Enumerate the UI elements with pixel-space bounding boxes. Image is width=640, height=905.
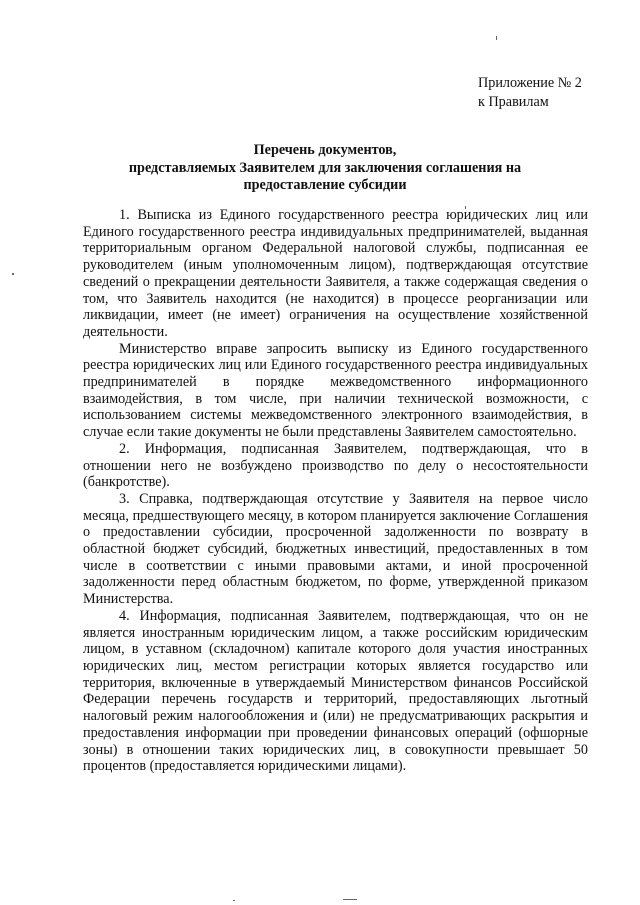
- appendix-number: Приложение № 2: [478, 75, 582, 91]
- paragraph-3-debt-certificate: 3. Справка, подтверждающая отсутствие у Заявителя на первое число месяца, предшествующего месяцу, в котором планируется заключение Соглашения о предоставлении субсидии, просроченной задолженности по возврату в областной бюджет субсидий, бюджетных инвестиций, предоставленных в том числе в соответствии с иными правовыми актами, и иной просроченной задолженности перед областным бюджетом, по форме, утвержденной приказом Министерства.: [83, 490, 588, 608]
- scan-speck: [496, 36, 497, 40]
- paragraph-2-bankruptcy: 2. Информация, подписанная Заявителем, подтверждающая, что в отношении него не возбуждено производство по делу о несостоятельности (банкротстве).: [83, 440, 588, 491]
- scan-speck: [12, 273, 14, 275]
- scan-speck: [343, 899, 357, 900]
- title-line-3: предоставление субсидии: [243, 177, 407, 193]
- appendix-reference: [478, 74, 582, 112]
- appendix-rules: к Правилам: [478, 94, 549, 110]
- paragraph-ministry-request: Министерство вправе запросить выписку из Единого государственного реестра юридических лиц или Единого государственного реестра индивидуальных предпринимателей в порядке межведомственного информационного взаимодействия, в том числе, при наличии технической возможности, с использованием системы межведомственного электронного взаимодействия, в случае если такие документы не были представлены Заявителем самостоятельно.: [83, 340, 588, 441]
- title-line-1: Перечень документов,: [253, 142, 397, 158]
- document-body: [83, 207, 588, 775]
- scan-speck: [233, 900, 235, 901]
- paragraph-1-extract: 1. Выписка из Единого государственного реестра юридических лиц или Единого государственного реестра индивидуальных предпринимателей, выданная территориальным органом Федеральной налоговой службы, подписанная ее руководителем (иным уполномоченным лицом), подтверждающая отсутствие сведений о прекращении деятельности Заявителя, а также содержащая сведения о том, что Заявитель находится (не находится) в процессе реорганизации или ликвидации, имеет (не имеет) ограничения на осуществление хозяйственной деятельности.: [83, 207, 588, 340]
- paragraph-4-foreign-entity: 4. Информация, подписанная Заявителем, подтверждающая, что он не является иностранным юридическим лицом, а также российским юридическим лицом, в уставном (складочном) капитале которого доля участия иностранных юридических лиц, местом регистрации которых является государство или территория, включенные в утверждаемый Министерством финансов Российской Федерации перечень государств и территорий, предоставляющих льготный налоговый режим налогообложения и (или) не предусматривающих раскрытия и предоставления информации при проведении финансовых операций (офшорные зоны) в отношении таких юридических лиц, в совокупности превышает 50 процентов (предоставляется юридическими лицами).: [83, 607, 588, 775]
- document-title: [110, 142, 540, 195]
- title-line-2: представляемых Заявителем для заключения соглашения на: [128, 159, 522, 176]
